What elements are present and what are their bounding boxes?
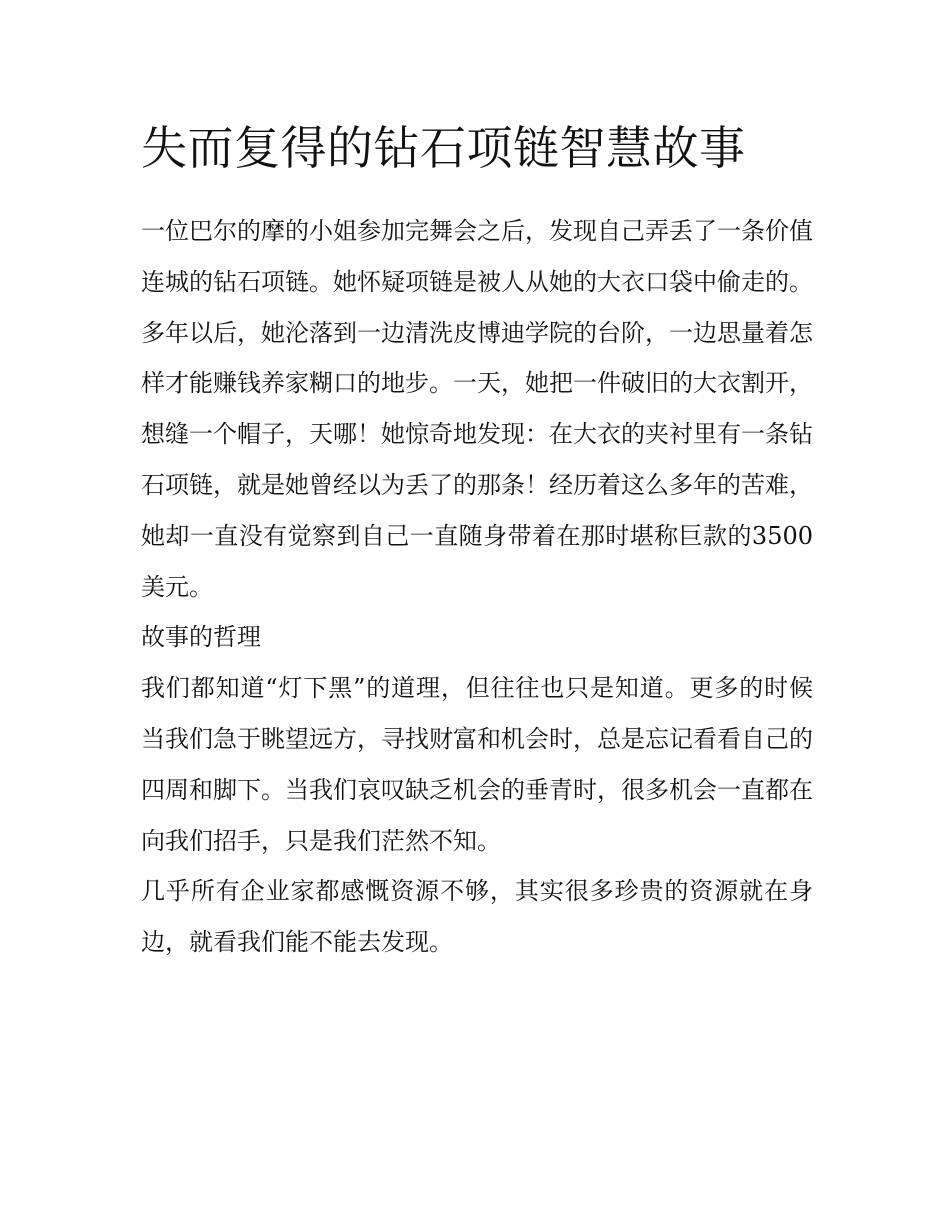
story-paragraph-1: 一位巴尔的摩的小姐参加完舞会之后，发现自己弄丢了一条价值连城的钻石项链。她怀疑项链是被人从她的大衣口袋中偷走的。 <box>141 217 813 296</box>
moral-paragraph-2: 几乎所有企业家都感慨资源不够，其实很多珍贵的资源就在身边，就看我们能不能去发现。 <box>141 877 813 957</box>
document-title: 失而复得的钻石项链智慧故事 <box>141 121 746 175</box>
document-page <box>141 112 813 968</box>
section-heading: 故事的哲理 <box>141 623 261 652</box>
story-paragraph-2: 多年以后，她沦落到一边清洗皮博迪学院的台阶，一边思量着怎样才能赚钱养家糊口的地步。一天，她把一件破旧的大衣割开，想缝一个帽子，天哪！她惊奇地发现：在大衣的夹衬里有一条钻石项链，就是她曾经以为丢了的那条！经历着这么多年的苦难，她却一直没有觉察到自己一直随身带着在那时堪称巨款的3500美元。 <box>141 318 813 601</box>
moral-paragraph-1: 我们都知道“灯下黑”的道理，但往往也只是知道。更多的时候当我们急于眺望远方，寻找财富和机会时，总是忘记看看自己的四周和脚下。当我们哀叹缺乏机会的垂青时，很多机会一直都在向我们招手，只是我们茫然不知。 <box>141 674 813 855</box>
